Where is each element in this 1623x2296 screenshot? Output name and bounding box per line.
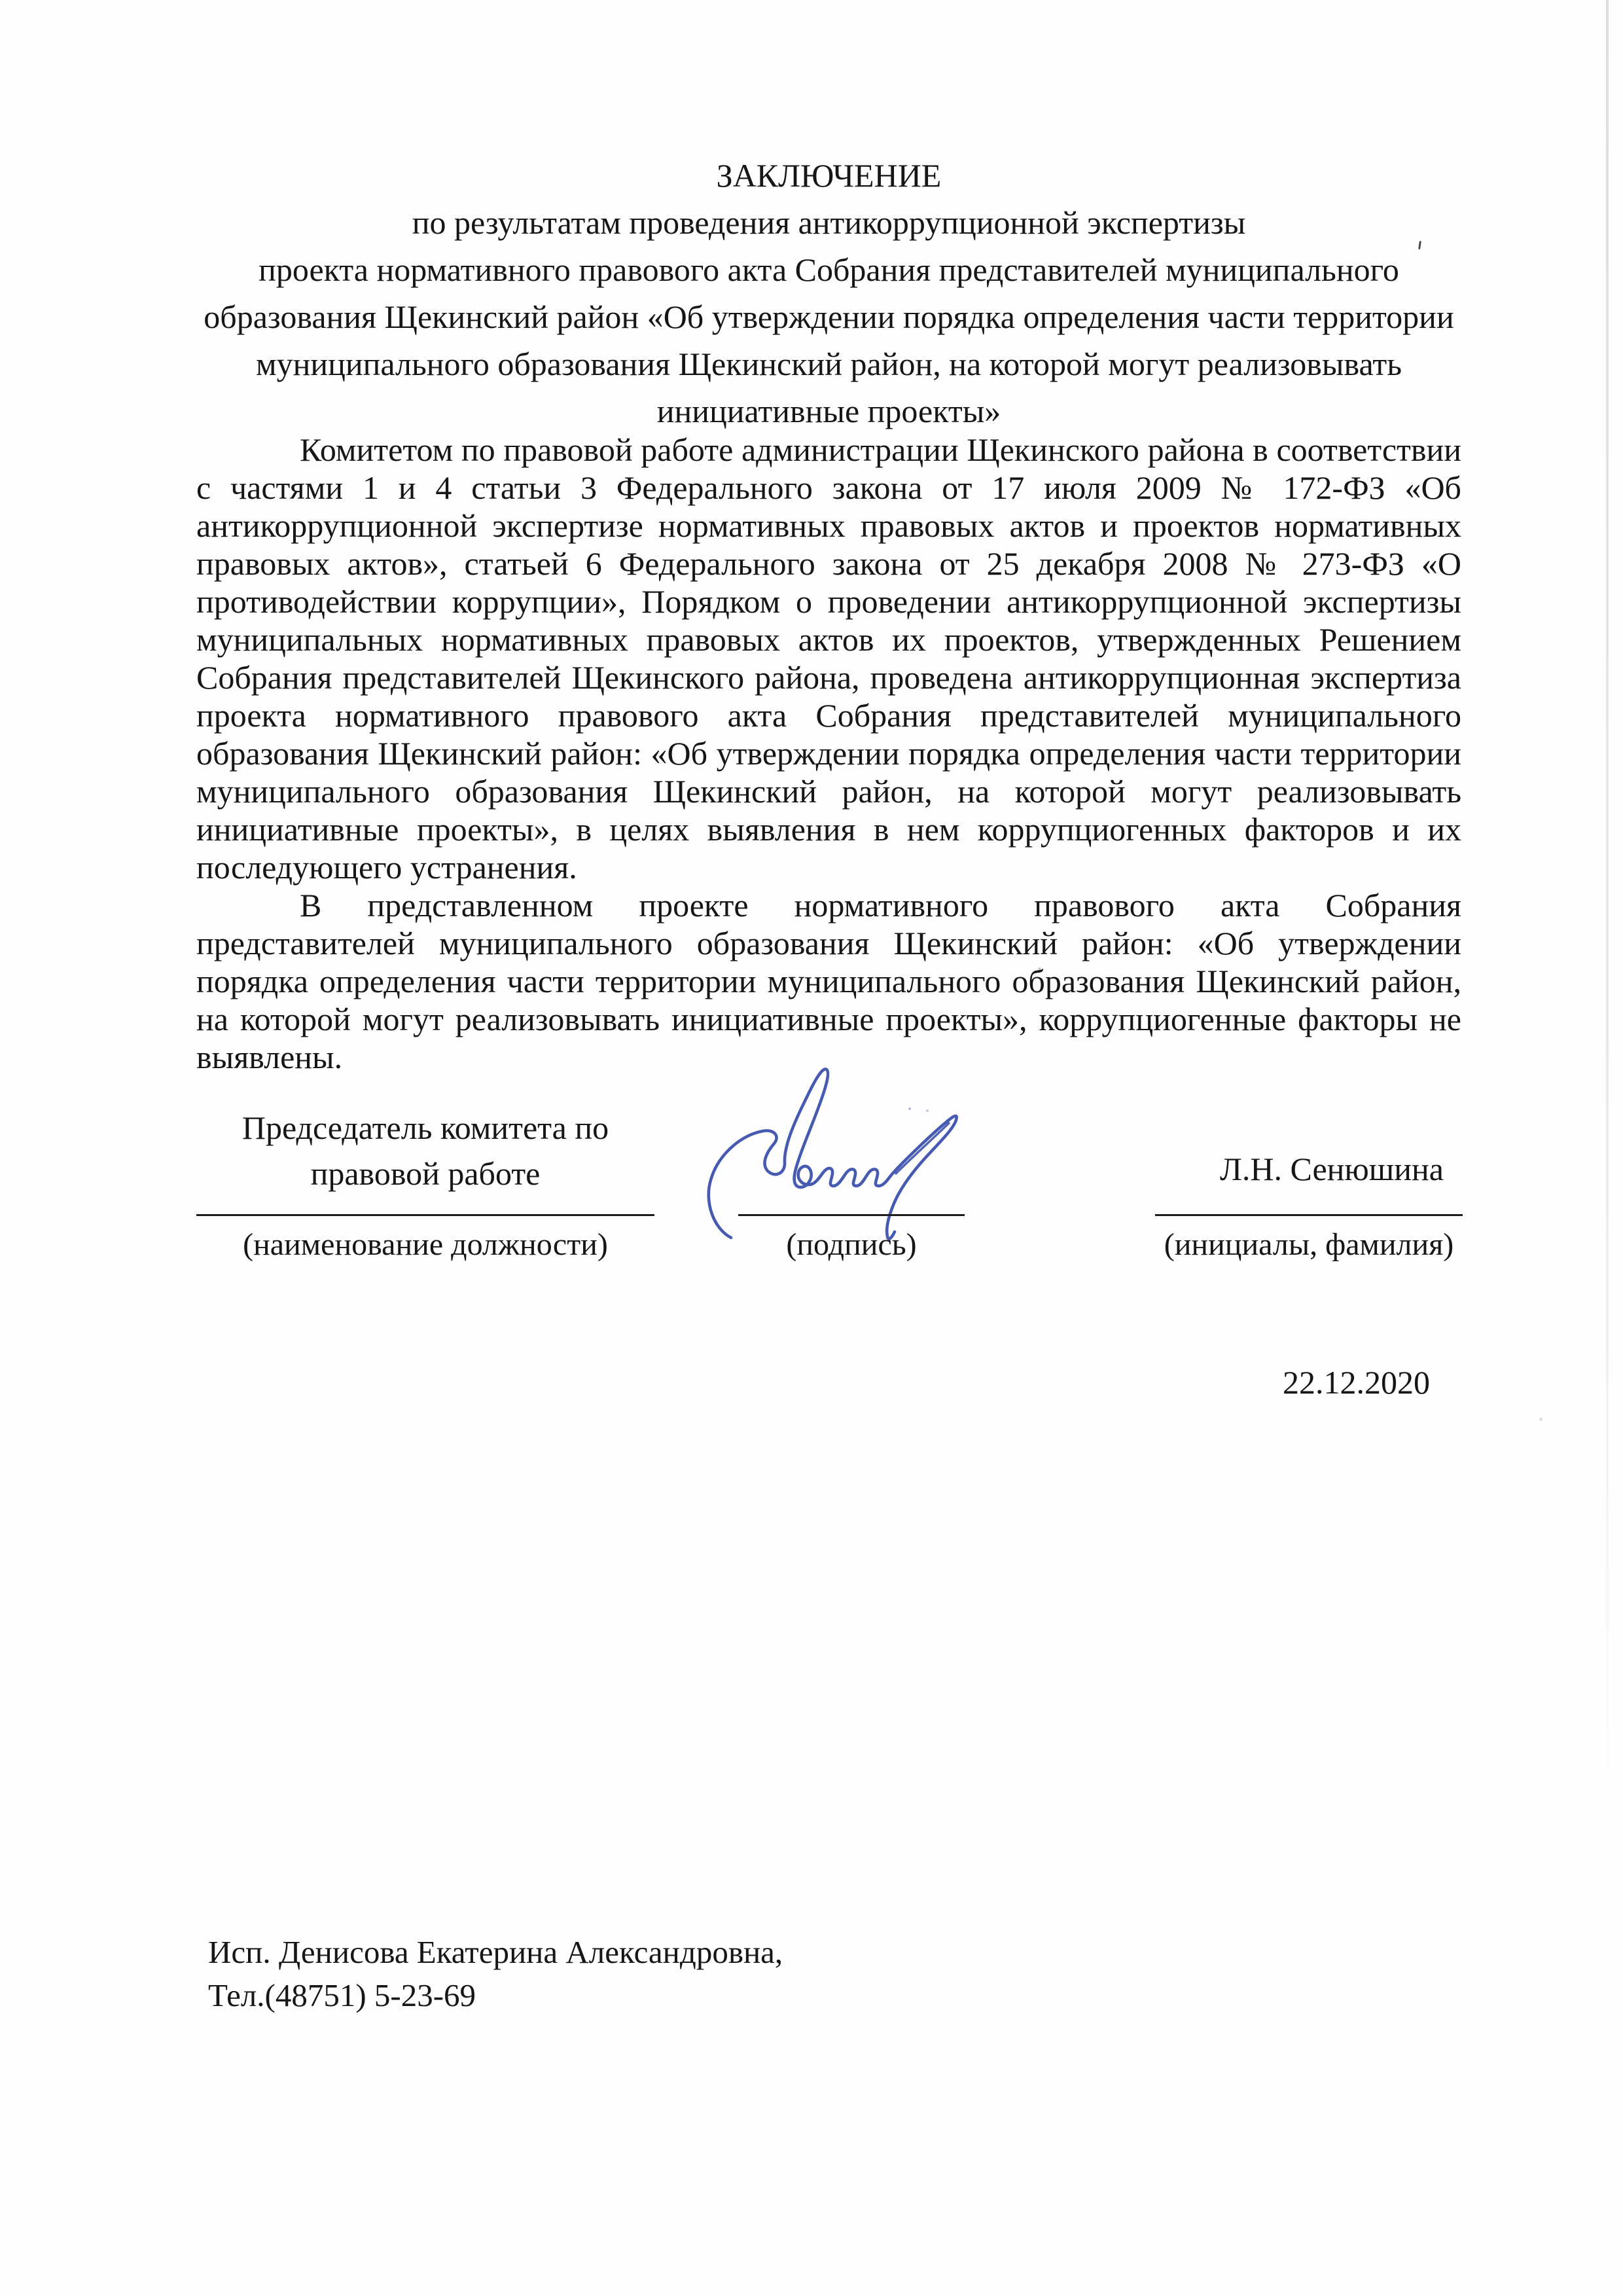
position-underline (196, 1214, 654, 1216)
ink-dot (926, 1109, 929, 1112)
document-body (196, 431, 1461, 1076)
signature-caption: (подпись) (786, 1227, 917, 1262)
signer-position-line-2: правовой работе (310, 1155, 541, 1192)
signature-flourish-stroke (896, 1123, 949, 1174)
signature-main-stroke (709, 1069, 957, 1238)
title-line-6: инициативные проекты» (656, 393, 1001, 429)
document-date: 22.12.2020 (1283, 1364, 1430, 1401)
title-line-1: ЗАКЛЮЧЕНИЕ (716, 157, 942, 194)
name-caption: (инициалы, фамилия) (1164, 1227, 1454, 1262)
executor-name-line: Исп. Денисова Екатерина Александровна, (208, 1934, 783, 1970)
signer-name: Л.Н. Сенюшина (1220, 1151, 1444, 1187)
scan-edge-line (1606, 0, 1609, 1820)
scan-speck (1539, 1418, 1543, 1421)
title-line-4: образования Щекинский район «Об утверждении порядка определения части территории (204, 298, 1454, 335)
title-line-2: по результатам проведения антикоррупционной экспертизы (412, 204, 1246, 241)
name-underline (1155, 1214, 1463, 1216)
title-line-3: проекта нормативного правового акта Собрания представителей муниципального (259, 251, 1399, 288)
signature-underline (738, 1214, 965, 1216)
document-title (196, 152, 1461, 435)
position-caption: (наименование должности) (243, 1227, 608, 1262)
executor-phone-line: Тел.(48751) 5-23-69 (208, 1977, 476, 2013)
ink-dot (908, 1107, 911, 1110)
signer-position-line-1: Председатель комитета по (241, 1109, 609, 1146)
title-line-5: муниципального образования Щекинский район, на которой могут реализовывать (255, 346, 1402, 382)
executor-info (208, 1931, 783, 2017)
paragraph-expertise-basis: Комитетом по правовой работе администрации Щекинского района в соответствии с частями 1 и 4 статьи 3 Федерального закона от 17 июля 2009 № 172-ФЗ «Об антикоррупционной экспертизе нормативных правовых актов и проектов нормативных правовых актов», статьей 6 Федерального закона от 25 декабря 2008 № 273-ФЗ «О противодействии коррупции», Порядком о проведении антикоррупционной экспертизы муниципальных нормативных правовых актов их проектов, утвержденных Решением Собрания представителей Щекинского района, проведена антикоррупционная экспертиза проекта нормативного правового акта Собрания представителей муниципального образования Щекинский район: «Об утверждении порядка определения части территории муниципального образования Щекинский район, на которой могут реализовывать инициативные проекты», в целях выявления в нем коррупциогенных факторов и их последующего устранения. (196, 431, 1461, 886)
signer-position (196, 1105, 654, 1196)
paragraph-conclusion: В представленном проекте нормативного правового акта Собрания представителей муниципального образования Щекинский район: «Об утверждении порядка определения части территории муниципального образования Щекинский район, на которой могут реализовывать инициативные проекты», коррупциогенные факторы не выявлены. (196, 887, 1461, 1075)
